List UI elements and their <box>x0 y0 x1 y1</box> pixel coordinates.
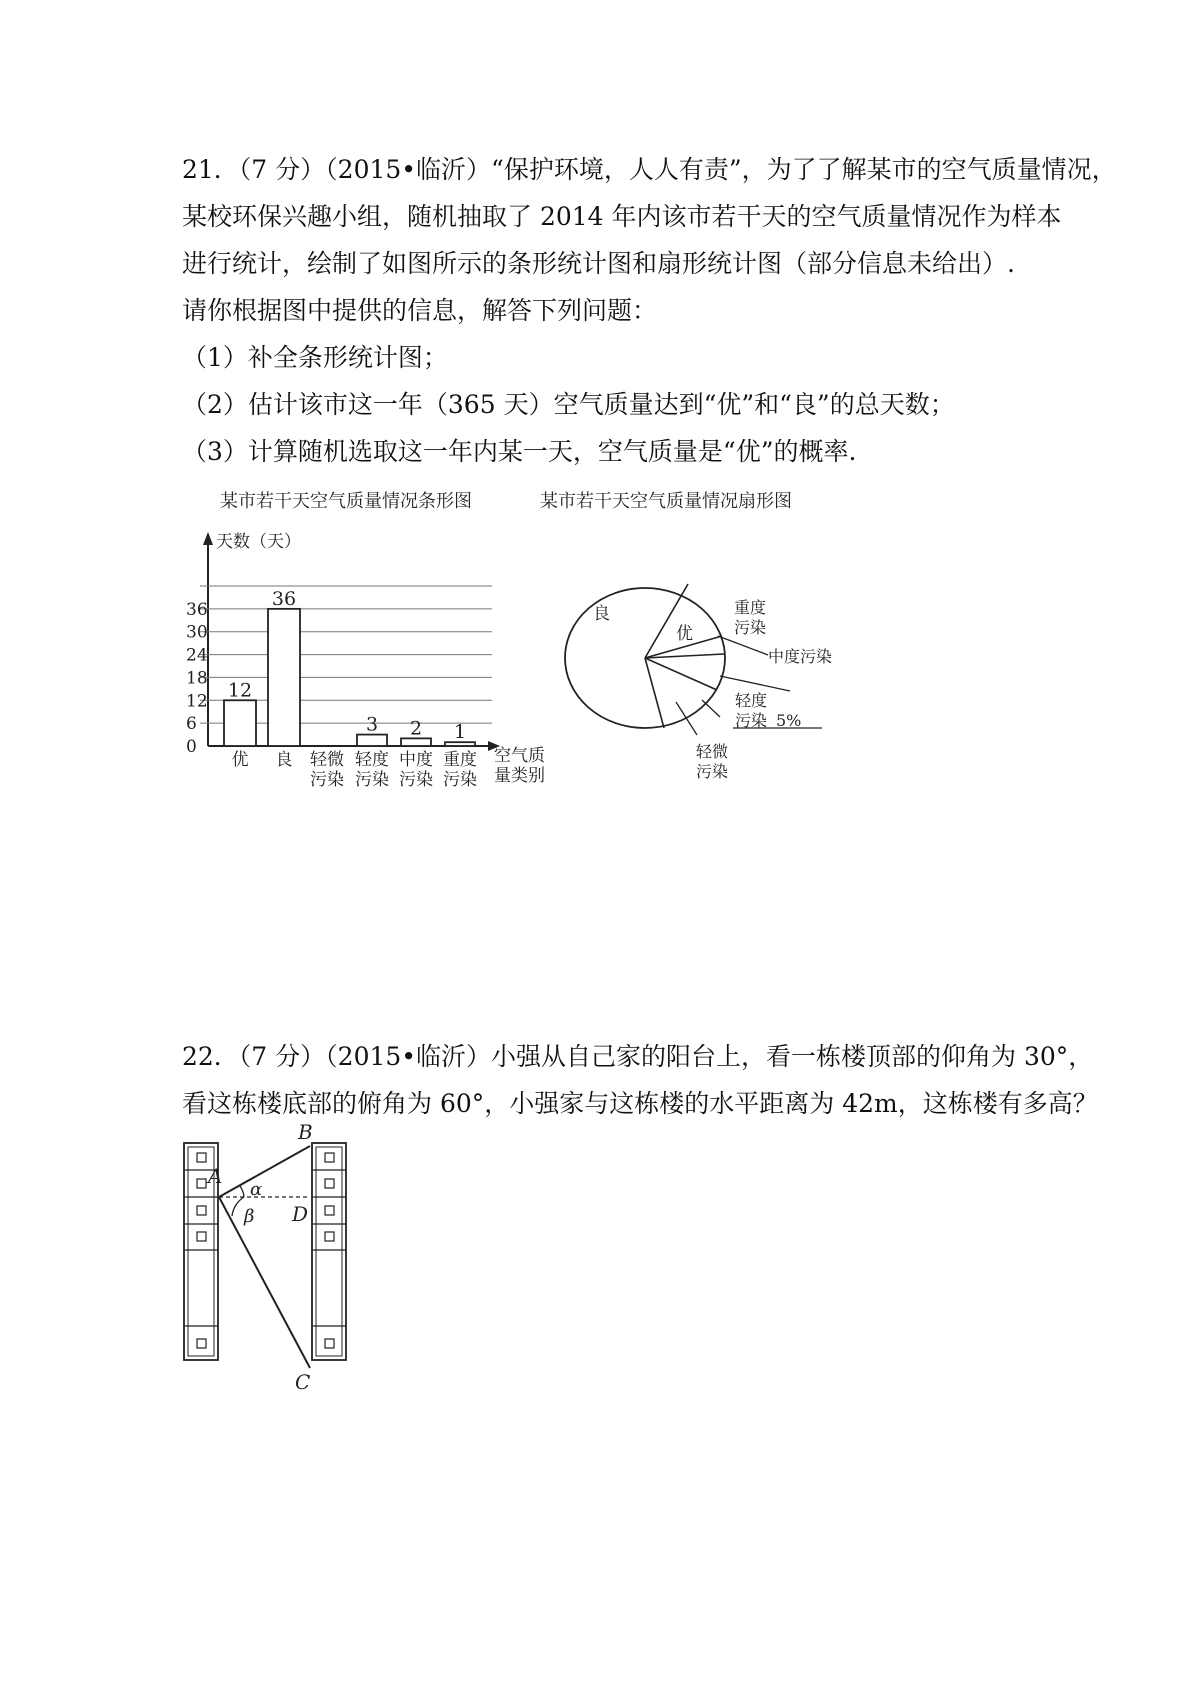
pie-label-qingwei-2: 污染 <box>696 762 729 781</box>
angle-alpha-arc <box>240 1186 244 1197</box>
x-category-label: 良 <box>275 750 293 770</box>
x-category-label: 中度 <box>399 750 433 770</box>
window <box>325 1339 334 1348</box>
x-category-label: 污染 <box>310 770 344 790</box>
x-axis-label-line-2: 量类别 <box>494 766 545 786</box>
pie-label-qingwei-1: 轻微 <box>696 742 729 761</box>
x-category-label: 优 <box>231 750 249 770</box>
window <box>197 1232 206 1241</box>
window <box>197 1339 206 1348</box>
y-tick-label: 36 <box>186 599 208 620</box>
angle-beta-arc <box>232 1197 244 1216</box>
x-category-label: 重度 <box>443 750 477 770</box>
bar-chart-title: 某市若干天空气质量情况条形图 <box>220 491 472 512</box>
q21-part-1: （1）补全条形统计图； <box>182 343 448 372</box>
angle-beta-label: β <box>244 1206 255 1227</box>
y-tick-label: 6 <box>186 714 197 735</box>
window <box>325 1179 334 1188</box>
q21-line-4: 请你根据图中提供的信息，解答下列问题： <box>182 296 658 325</box>
q21-line-1: 21．（7 分）（2015•临沂）“保护环境，人人有责”，为了了解某市的空气质量情况， <box>182 155 1117 184</box>
q21-part-2: （2）估计该市这一年（365 天）空气质量达到“优”和“良”的总天数； <box>182 390 955 419</box>
q21-line-3: 进行统计，绘制了如图所示的条形统计图和扇形统计图（部分信息未给出）. <box>182 249 1015 278</box>
x-axis-label-line-1: 空气质 <box>494 746 545 766</box>
bar-data-label: 2 <box>409 717 423 740</box>
window <box>197 1153 206 1162</box>
pie-label-qingdu-2: 污染 <box>735 711 768 730</box>
pie-chart-title: 某市若干天空气质量情况扇形图 <box>540 491 792 512</box>
window <box>325 1206 334 1215</box>
bar-data-label: 3 <box>365 713 379 736</box>
y-tick-label: 12 <box>186 691 208 712</box>
window <box>197 1206 206 1215</box>
x-category-label: 轻度 <box>355 750 389 770</box>
pie-label-zhongdu-1: 重度 <box>734 598 767 617</box>
bar-data-label: 36 <box>271 587 297 610</box>
bar-data-label: 1 <box>453 721 467 744</box>
building-inner-outline <box>316 1147 342 1356</box>
y-tick-label: 0 <box>186 737 197 757</box>
window <box>197 1179 206 1188</box>
window <box>325 1153 334 1162</box>
point-A: A <box>208 1164 223 1188</box>
pie-label-qingdu-pct: 5% <box>776 711 802 730</box>
line-AB <box>219 1146 310 1197</box>
window <box>325 1232 334 1241</box>
y-tick-label: 18 <box>186 668 208 689</box>
point-C: C <box>295 1370 311 1394</box>
x-category-label: 污染 <box>399 770 433 790</box>
pie-label-qingdu-1: 轻度 <box>735 691 768 710</box>
y-axis-label: 天数（天） <box>216 532 301 552</box>
pie-label-zhongdu-mid: 中度污染 <box>768 647 833 666</box>
angle-alpha-label: α <box>250 1179 263 1200</box>
x-category-label: 污染 <box>355 770 389 790</box>
y-tick-label: 24 <box>186 645 208 666</box>
bar-data-label: 12 <box>227 679 253 702</box>
point-D: D <box>292 1202 309 1226</box>
q21-line-2: 某校环保兴趣小组，随机抽取了 2014 年内该市若干天的空气质量情况作为样本 <box>182 202 1062 231</box>
q21-part-3: （3）计算随机选取这一年内某一天，空气质量是“优”的概率. <box>182 437 857 466</box>
q22-line-1: 22．（7 分）（2015•临沂）小强从自己家的阳台上，看一栋楼顶部的仰角为 30°， <box>182 1042 1094 1071</box>
point-B: B <box>298 1120 313 1144</box>
pie-label-liang: 良 <box>593 604 610 624</box>
x-category-label: 轻微 <box>310 750 344 770</box>
y-tick-label: 30 <box>186 622 208 643</box>
building-outline <box>312 1143 346 1360</box>
x-category-label: 污染 <box>443 770 477 790</box>
pie-label-you: 优 <box>676 624 693 644</box>
right-building <box>312 1143 346 1360</box>
pie-label-zhongdu-2: 污染 <box>734 618 767 637</box>
q22-line-2: 看这栋楼底部的俯角为 60°，小强家与这栋楼的水平距离为 42m，这栋楼有多高？ <box>182 1089 1098 1118</box>
